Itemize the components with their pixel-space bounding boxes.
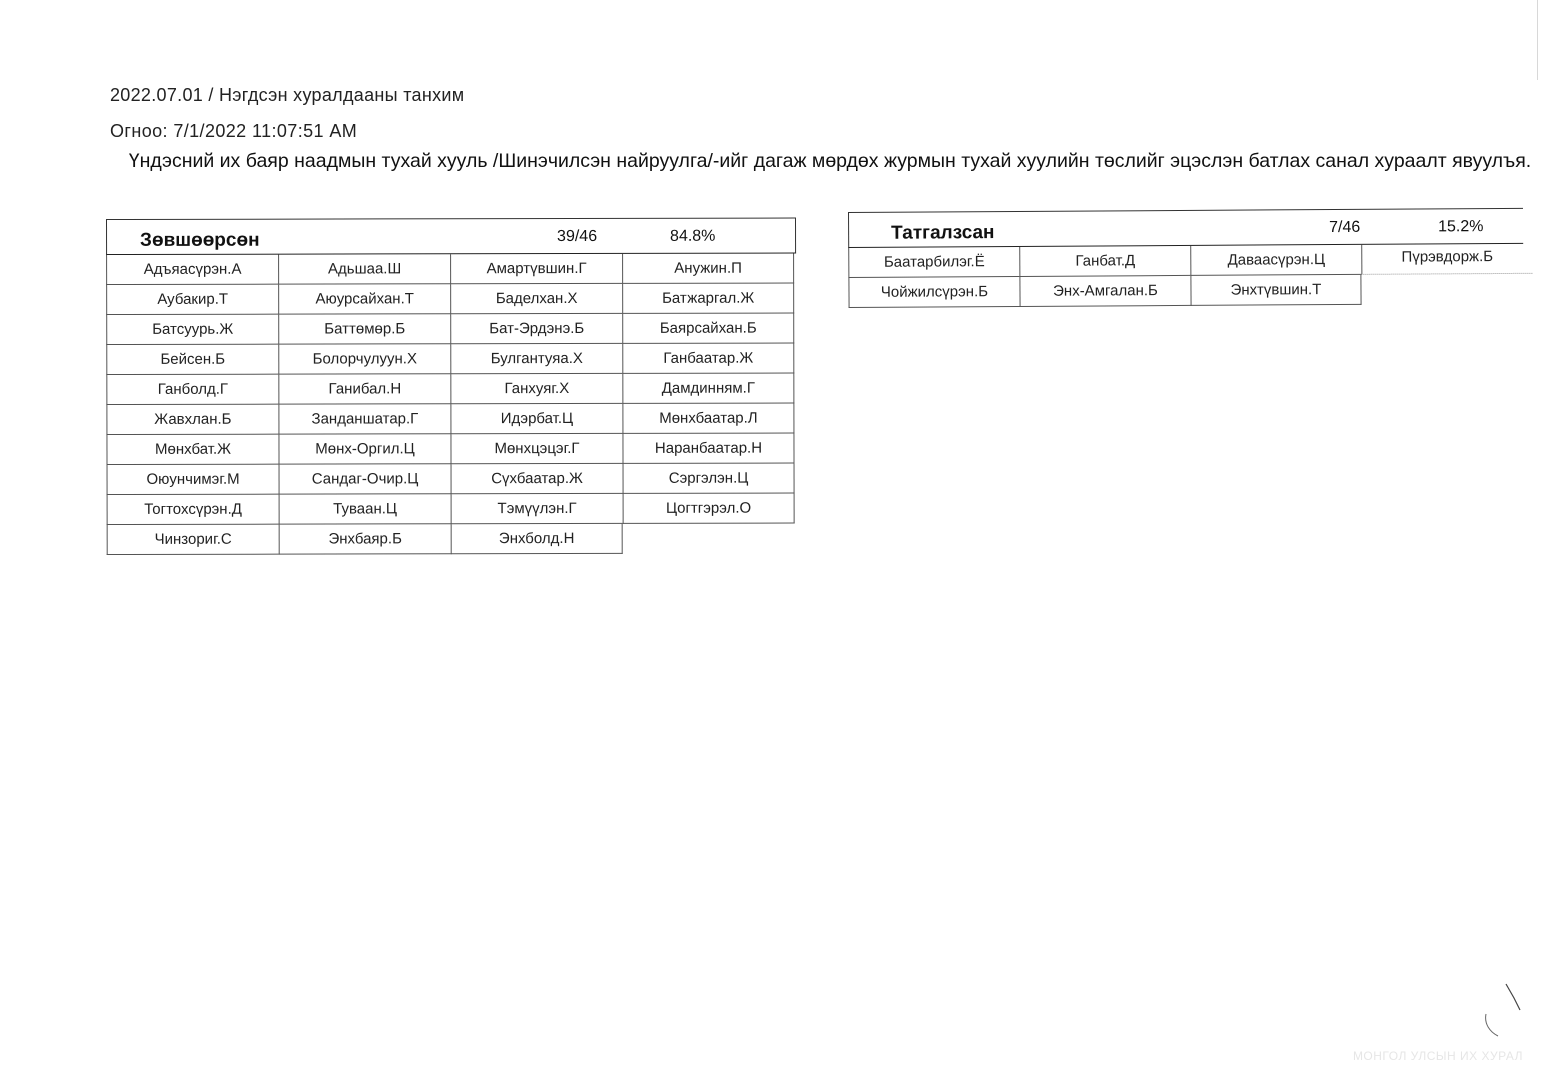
approved-name-cell: Ганхуяг.Х <box>450 374 622 404</box>
rejected-name-cell: Энхтүвшин.Т <box>1190 275 1361 306</box>
scan-edge-line <box>1537 0 1538 80</box>
approved-name-cell: Болорчулуун.Х <box>278 344 450 374</box>
approved-name-cell: Занданшатар.Г <box>278 404 450 434</box>
rejected-name-cell: Ганбат.Д <box>1019 246 1190 277</box>
approved-names-grid <box>106 254 797 555</box>
approved-name-cell: Наранбаатар.Н <box>622 434 794 464</box>
rejected-name-cell: Чойжилсүрэн.Б <box>848 277 1019 308</box>
approved-count: 39/46 <box>557 227 598 246</box>
approved-block <box>106 218 797 555</box>
approved-name-cell: Мөнхцэцэг.Г <box>450 434 622 464</box>
approved-name-cell: Амартүвшин.Г <box>450 254 622 284</box>
approved-name-cell: Идэрбат.Ц <box>450 404 622 434</box>
watermark: МОНГОЛ УЛСЫН ИХ ХУРАЛ <box>1352 1049 1523 1063</box>
rejected-title: Татгалзсан <box>891 222 995 244</box>
approved-name-cell: Дамдинням.Г <box>622 374 794 404</box>
approved-name-cell: Энхбаяр.Б <box>279 524 451 554</box>
approved-name-cell: Оюунчимэг.М <box>107 465 279 495</box>
rejected-percent: 15.2% <box>1438 218 1484 236</box>
approved-name-cell: Бейсен.Б <box>106 345 278 375</box>
rejected-name-cell: Энх-Амгалан.Б <box>1019 276 1190 307</box>
approved-name-cell: Баделхан.Х <box>450 284 622 314</box>
approved-title: Зөвшөөрсөн <box>140 229 260 251</box>
rejected-name-cell: Баатарбилэг.Ё <box>848 247 1019 278</box>
approved-name-cell: Бат-Эрдэнэ.Б <box>450 314 622 344</box>
motion-title: Үндэсний их баяр наадмын тухай хууль /Шинэчилсэн найруулга/-ийг дагаж мөрдөх журмын тухай хуулийн төслийг эцэслэн батлах санал хураалт явуулъя. <box>128 150 1532 172</box>
approved-name-cell: Цогтгэрэл.О <box>623 494 795 524</box>
rejected-name-cell: Даваасүрэн.Ц <box>1190 245 1361 276</box>
approved-name-cell: Тэмүүлэн.Г <box>451 494 623 524</box>
approved-name-cell: Тогтохсүрэн.Д <box>107 495 279 525</box>
approved-name-cell: Ганболд.Г <box>106 375 278 405</box>
approved-name-cell: Баттөмөр.Б <box>278 314 450 344</box>
approved-name-cell: Жавхлан.Б <box>106 405 278 435</box>
approved-name-cell: Булгантуяа.Х <box>450 344 622 374</box>
approved-name-cell: Адьшаа.Ш <box>278 254 450 284</box>
approved-name-cell: Ганибал.Н <box>278 374 450 404</box>
approved-name-cell: Сүхбаатар.Ж <box>451 464 623 494</box>
rejected-header <box>848 208 1523 248</box>
approved-name-cell: Мөнх-Оргил.Ц <box>278 434 450 464</box>
rejected-name-cell: Пүрэвдорж.Б <box>1361 244 1532 275</box>
approved-name-cell: Сэргэлэн.Ц <box>623 464 795 494</box>
date-line: Огноо: 7/1/2022 11:07:51 AM <box>110 121 358 141</box>
pen-mark-icon <box>1478 980 1528 1040</box>
approved-name-cell: Аюурсайхан.Т <box>278 284 450 314</box>
approved-name-cell: Анужин.П <box>622 254 794 284</box>
approved-name-cell: Аубакир.Т <box>106 285 278 315</box>
approved-name-cell: Чинзориг.С <box>107 525 279 555</box>
approved-name-cell: Баярсайхан.Б <box>622 314 794 344</box>
approved-name-cell: Мөнхбат.Ж <box>106 435 278 465</box>
approved-name-cell: Батжаргал.Ж <box>622 284 794 314</box>
approved-name-cell: Мөнхбаатар.Л <box>622 404 794 434</box>
rejected-names-grid <box>848 244 1523 308</box>
approved-name-cell: Батсуурь.Ж <box>106 315 278 345</box>
approved-name-cell: Адъяасүрэн.А <box>106 255 278 285</box>
approved-name-cell: Туваан.Ц <box>279 494 451 524</box>
approved-percent: 84.8% <box>670 227 716 245</box>
approved-header <box>106 218 796 255</box>
rejected-count: 7/46 <box>1329 218 1361 237</box>
approved-name-cell: Энхболд.Н <box>451 524 623 554</box>
rejected-block <box>848 208 1524 308</box>
approved-name-cell: Сандаг-Очир.Ц <box>279 464 451 494</box>
approved-name-cell: Ганбаатар.Ж <box>622 344 794 374</box>
session-line: 2022.07.01 / Нэгдсэн хуралдааны танхим <box>110 85 465 105</box>
